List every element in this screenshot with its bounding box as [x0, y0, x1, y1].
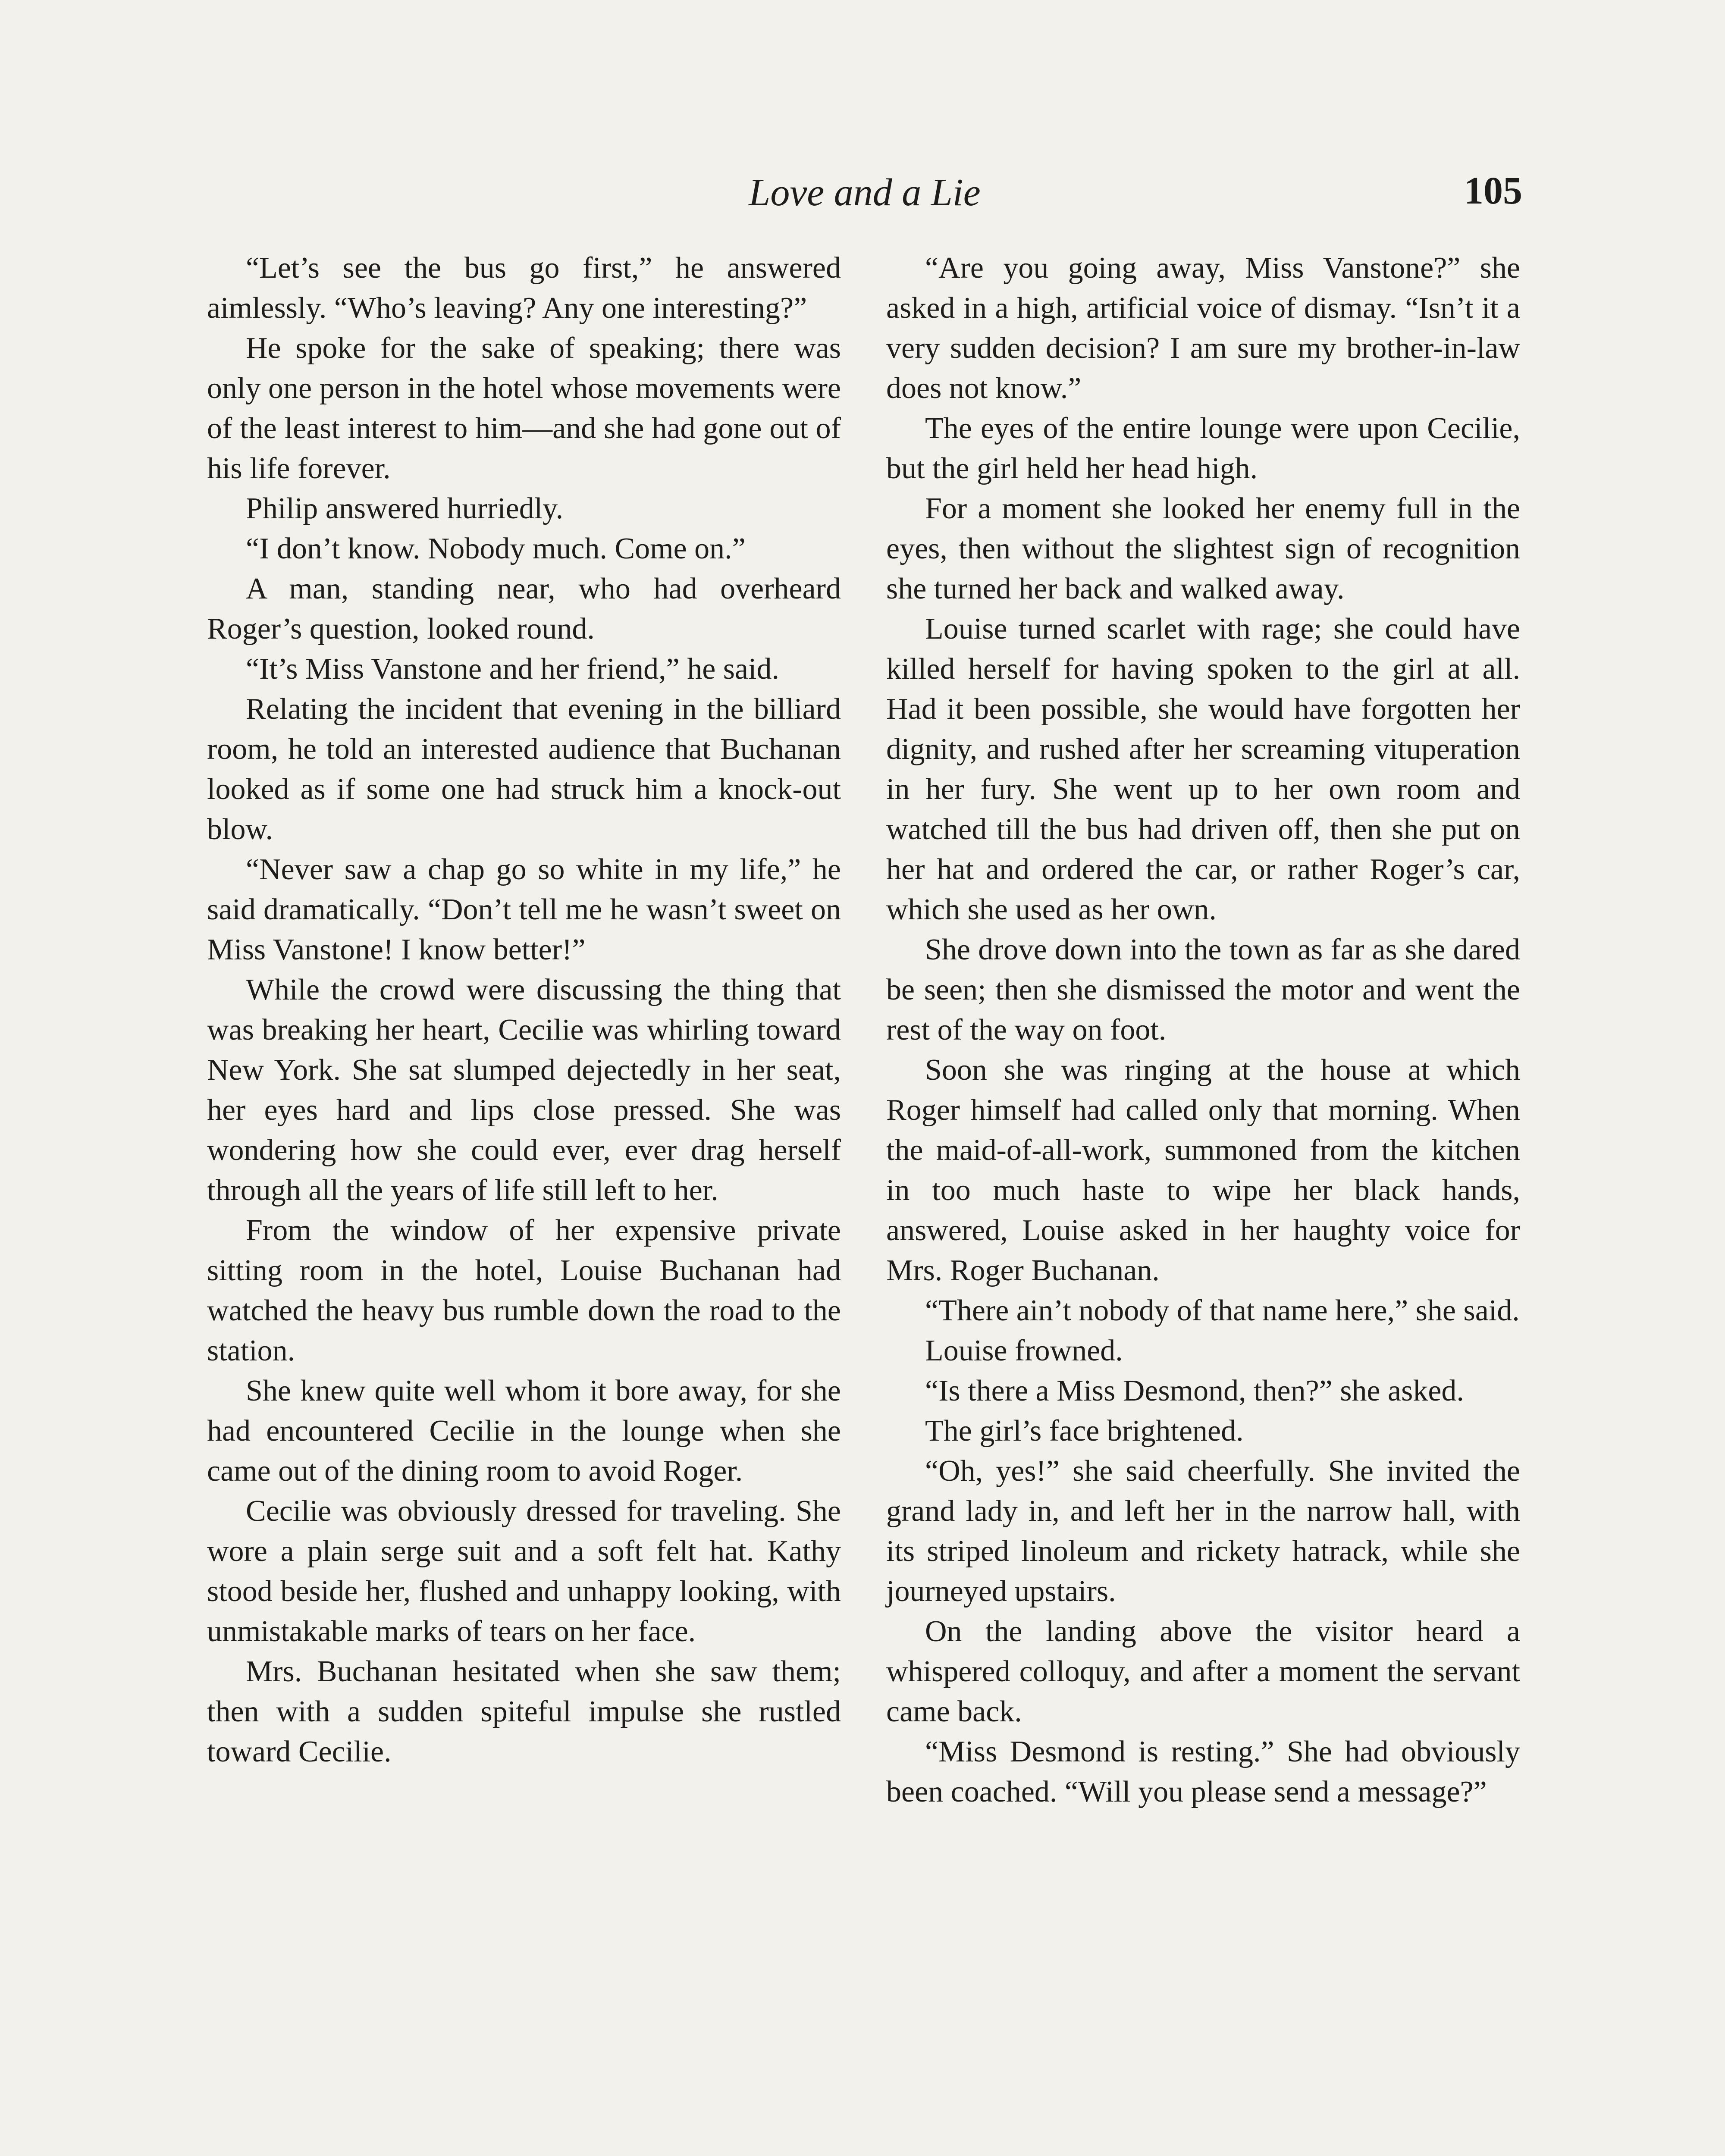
paragraph: Mrs. Buchanan hesitated when she saw them; then with a sudden spiteful impulse she rustled toward Cecilie. — [207, 1655, 841, 1768]
paragraph: From the window of her expensive private sitting room in the hotel, Louise Buchanan had watched the heavy bus rumble down the road to the station. — [207, 1214, 841, 1367]
paragraph: The eyes of the entire lounge were upon Cecilie, but the girl held her head high. — [886, 412, 1520, 485]
right-column — [886, 248, 1520, 1812]
paragraph: Philip answered hurriedly. — [246, 492, 564, 525]
paragraph: She knew quite well whom it bore away, for she had encountered Cecilie in the lounge when she came out of the dining room to avoid Roger. — [207, 1374, 841, 1488]
paragraph: “Oh, yes!” she said cheerfully. She invited the grand lady in, and left her in the narrow hall, with its striped linoleum and rickety hatrack, while she journeyed upstairs. — [886, 1454, 1520, 1608]
paragraph: Relating the incident that evening in the billiard room, he told an interested audience that Buchanan looked as if some one had struck him a knock-out blow. — [207, 693, 841, 846]
paragraph: The girl’s face brightened. — [925, 1414, 1244, 1448]
paragraph: Soon she was ringing at the house at which Roger himself had called only that morning. When the maid-of-all-work, summoned from the kitchen in too much haste to wipe her black hands, answered, Louise asked in her haughty voice for Mrs. Roger Buchanan. — [886, 1053, 1520, 1287]
paragraph: A man, standing near, who had overheard Roger’s question, looked round. — [207, 572, 841, 646]
paragraph: “It’s Miss Vanstone and her friend,” he said. — [246, 652, 780, 686]
page-header — [207, 170, 1522, 226]
paragraph: Louise frowned. — [925, 1334, 1123, 1367]
paragraph: “Let’s see the bus go first,” he answered aimlessly. “Who’s leaving? Any one interesting?” — [207, 251, 841, 325]
paragraph: While the crowd were discussing the thing that was breaking her heart, Cecilie was whirling toward New York. She sat slumped dejectedly in her seat, her eyes hard and lips close pressed. She was wondering how she could ever, ever drag herself through all the years of life still left to her. — [207, 973, 841, 1207]
paragraph: She drove down into the town as far as she dared be seen; then she dismissed the motor and went the rest of the way on foot. — [886, 933, 1520, 1047]
paragraph: “Miss Desmond is resting.” She had obviously been coached. “Will you please send a message?” — [886, 1735, 1520, 1808]
running-title: Love and a Lie — [749, 171, 981, 214]
paragraph: “There ain’t nobody of that name here,” she said. — [925, 1294, 1520, 1327]
paragraph: He spoke for the sake of speaking; there was only one person in the hotel whose movements were of the least interest to him—and she had gone out of his life forever. — [207, 332, 841, 485]
paragraph: Louise turned scarlet with rage; she could have killed herself for having spoken to the girl at all. Had it been possible, she would have forgotten her dignity, and rushed after her screaming vituperation in her fury. She went up to her own room and watched till the bus had driven off, then she put on her hat and ordered the car, or rather Roger’s car, which she used as her own. — [886, 612, 1520, 926]
paragraph: “I don’t know. Nobody much. Come on.” — [246, 532, 746, 565]
paragraph: “Are you going away, Miss Vanstone?” she asked in a high, artificial voice of dismay. “Isn’t it a very sudden decision? I am sure my brother-in-law does not know.” — [886, 251, 1520, 405]
paragraph: “Is there a Miss Desmond, then?” she asked. — [925, 1374, 1464, 1407]
left-column — [207, 248, 841, 1772]
paragraph: Cecilie was obviously dressed for traveling. She wore a plain serge suit and a soft felt hat. Kathy stood beside her, flushed and unhappy looking, with unmistakable marks of tears on her face. — [207, 1495, 841, 1648]
paragraph: For a moment she looked her enemy full in the eyes, then without the slightest sign of recognition she turned her back and walked away. — [886, 492, 1520, 605]
paragraph: “Never saw a chap go so white in my life,” he said dramatically. “Don’t tell me he wasn’t sweet on Miss Vanstone! I know better!” — [207, 853, 841, 966]
paragraph: On the landing above the visitor heard a whispered colloquy, and after a moment the servant came back. — [886, 1615, 1520, 1728]
page-number: 105 — [1464, 169, 1522, 212]
